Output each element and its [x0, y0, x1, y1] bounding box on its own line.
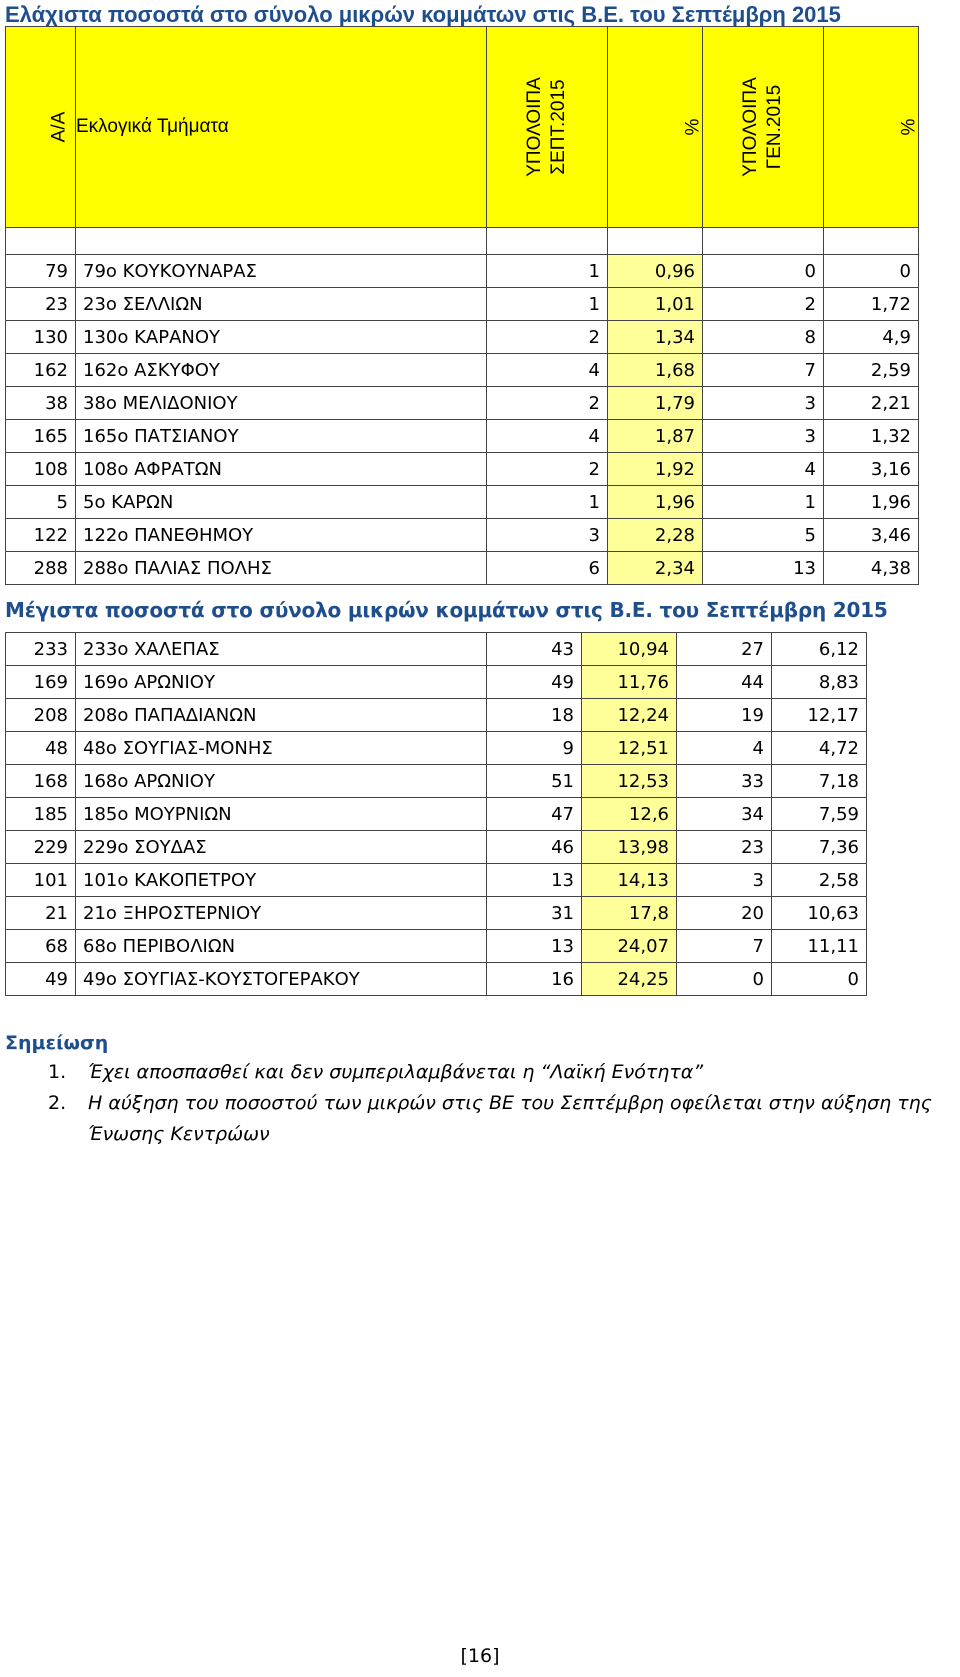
cell-pct-sep: 12,6 — [582, 798, 677, 831]
cell-pct-sep: 10,94 — [582, 633, 677, 666]
cell-district: 165ο ΠΑΤΣΙΑΝΟΥ — [76, 420, 487, 453]
cell-pct-sep: 24,07 — [582, 930, 677, 963]
cell-pct-sep: 24,25 — [582, 963, 677, 996]
cell-rest-jan: 1 — [703, 486, 824, 519]
cell-rest-sep: 2 — [487, 387, 608, 420]
header-pct-sep: % — [608, 27, 703, 228]
cell-pct-jan: 6,12 — [772, 633, 867, 666]
table-row — [6, 798, 867, 831]
cell-rest-jan: 0 — [703, 255, 824, 288]
cell-rest-sep: 18 — [487, 699, 582, 732]
cell-rest-sep: 49 — [487, 666, 582, 699]
table-row — [6, 453, 919, 486]
table-row — [6, 699, 867, 732]
cell-aa: 233 — [6, 633, 76, 666]
cell-pct-jan: 4,72 — [772, 732, 867, 765]
cell-pct-sep: 14,13 — [582, 864, 677, 897]
cell-rest-sep: 1 — [487, 255, 608, 288]
cell-rest-sep: 6 — [487, 552, 608, 585]
cell-pct-jan: 2,58 — [772, 864, 867, 897]
header-rest-jan: ΥΠΟΛΟΙΠΑ ΓΕΝ.2015 — [703, 27, 824, 228]
cell-rest-sep: 3 — [487, 519, 608, 552]
cell-rest-sep: 2 — [487, 453, 608, 486]
cell-aa: 108 — [6, 453, 76, 486]
cell-aa: 21 — [6, 897, 76, 930]
cell-pct-jan: 7,18 — [772, 765, 867, 798]
cell-pct-sep: 13,98 — [582, 831, 677, 864]
cell-rest-jan: 4 — [703, 453, 824, 486]
cell-pct-jan: 11,11 — [772, 930, 867, 963]
cell-district: 122ο ΠΑΝΕΘΗΜΟΥ — [76, 519, 487, 552]
table-row — [6, 255, 919, 288]
header-pct-jan: % — [824, 27, 919, 228]
min-table-body — [6, 255, 919, 585]
cell-rest-sep: 9 — [487, 732, 582, 765]
cell-rest-jan: 3 — [703, 420, 824, 453]
table-row — [6, 897, 867, 930]
cell-district: 108ο ΑΦΡΑΤΩΝ — [76, 453, 487, 486]
cell-rest-jan: 3 — [703, 387, 824, 420]
table-row — [6, 420, 919, 453]
cell-pct-sep: 12,53 — [582, 765, 677, 798]
cell-district: 208ο ΠΑΠΑΔΙΑΝΩΝ — [76, 699, 487, 732]
table-row — [6, 831, 867, 864]
cell-rest-jan: 19 — [677, 699, 772, 732]
table-row — [6, 387, 919, 420]
cell-rest-jan: 34 — [677, 798, 772, 831]
cell-aa: 169 — [6, 666, 76, 699]
note-text: Έχει αποσπασθεί και δεν συμπεριλαμβάνεται η “Λαϊκή Ενότητα” — [88, 1061, 704, 1083]
cell-district: 49ο ΣΟΥΓΙΑΣ-ΚΟΥΣΤΟΓΕΡΑΚΟΥ — [76, 963, 487, 996]
cell-district: 5ο ΚΑΡΩΝ — [76, 486, 487, 519]
cell-pct-jan: 10,63 — [772, 897, 867, 930]
max-table-body — [6, 633, 867, 996]
cell-pct-jan: 8,83 — [772, 666, 867, 699]
table-row — [6, 354, 919, 387]
cell-aa: 23 — [6, 288, 76, 321]
table-row — [6, 633, 867, 666]
cell-pct-sep: 1,87 — [608, 420, 703, 453]
cell-rest-jan: 5 — [703, 519, 824, 552]
cell-rest-sep: 2 — [487, 321, 608, 354]
cell-pct-sep: 1,79 — [608, 387, 703, 420]
cell-district: 101ο ΚΑΚΟΠΕΤΡΟΥ — [76, 864, 487, 897]
cell-pct-jan: 1,32 — [824, 420, 919, 453]
header-spacer — [6, 228, 919, 255]
header-aa: Α/Α — [6, 27, 76, 228]
cell-pct-sep: 1,68 — [608, 354, 703, 387]
cell-aa: 130 — [6, 321, 76, 354]
cell-district: 79ο ΚΟΥΚΟΥΝΑΡΑΣ — [76, 255, 487, 288]
cell-pct-sep: 11,76 — [582, 666, 677, 699]
note-number: 2. — [48, 1092, 67, 1114]
cell-rest-sep: 13 — [487, 930, 582, 963]
cell-pct-sep: 0,96 — [608, 255, 703, 288]
cell-rest-jan: 20 — [677, 897, 772, 930]
cell-aa: 49 — [6, 963, 76, 996]
cell-rest-jan: 7 — [677, 930, 772, 963]
cell-district: 185ο ΜΟΥΡΝΙΩΝ — [76, 798, 487, 831]
cell-pct-sep: 1,96 — [608, 486, 703, 519]
cell-pct-jan: 7,59 — [772, 798, 867, 831]
cell-rest-jan: 27 — [677, 633, 772, 666]
cell-pct-sep: 12,51 — [582, 732, 677, 765]
cell-district: 21ο ΞΗΡΟΣΤΕΡΝΙΟΥ — [76, 897, 487, 930]
title-max-percentages: Μέγιστα ποσοστά στο σύνολο μικρών κομμάτων στις Β.Ε. του Σεπτέμβρη 2015 — [5, 598, 888, 622]
note-number: 1. — [48, 1061, 67, 1083]
cell-district: 288ο ΠΑΛΙΑΣ ΠΟΛΗΣ — [76, 552, 487, 585]
header-districts: Εκλογικά Τμήματα — [76, 27, 487, 228]
cell-district: 229ο ΣΟΥΔΑΣ — [76, 831, 487, 864]
cell-rest-jan: 8 — [703, 321, 824, 354]
cell-aa: 101 — [6, 864, 76, 897]
cell-district: 23ο ΣΕΛΛΙΩΝ — [76, 288, 487, 321]
cell-rest-sep: 4 — [487, 420, 608, 453]
cell-rest-sep: 43 — [487, 633, 582, 666]
table-row — [6, 666, 867, 699]
cell-rest-sep: 4 — [487, 354, 608, 387]
cell-rest-jan: 13 — [703, 552, 824, 585]
table-row — [6, 288, 919, 321]
min-percentages-table — [5, 26, 919, 585]
cell-aa: 38 — [6, 387, 76, 420]
cell-rest-jan: 44 — [677, 666, 772, 699]
cell-aa: 68 — [6, 930, 76, 963]
cell-aa: 168 — [6, 765, 76, 798]
cell-rest-sep: 16 — [487, 963, 582, 996]
note-text: Η αύξηση του ποσοστού των μικρών στις ΒΕ του Σεπτέμβρη οφείλεται στην αύξηση της Ένωσης Κεντρώων — [88, 1092, 932, 1145]
cell-pct-sep: 17,8 — [582, 897, 677, 930]
cell-pct-jan: 2,59 — [824, 354, 919, 387]
cell-rest-jan: 7 — [703, 354, 824, 387]
cell-pct-sep: 1,01 — [608, 288, 703, 321]
table-row — [6, 864, 867, 897]
cell-pct-jan: 12,17 — [772, 699, 867, 732]
table-header-row — [6, 27, 919, 228]
cell-aa: 165 — [6, 420, 76, 453]
cell-rest-jan: 0 — [677, 963, 772, 996]
title-min-percentages: Ελάχιστα ποσοστά στο σύνολο μικρών κομμάτων στις Β.Ε. του Σεπτέμβρη 2015 — [5, 2, 841, 27]
cell-district: 162ο ΑΣΚΥΦΟΥ — [76, 354, 487, 387]
cell-pct-jan: 0 — [824, 255, 919, 288]
cell-district: 68ο ΠΕΡΙΒΟΛΙΩΝ — [76, 930, 487, 963]
cell-aa: 229 — [6, 831, 76, 864]
cell-district: 169ο ΑΡΩΝΙΟΥ — [76, 666, 487, 699]
note-item-1 — [48, 1057, 958, 1088]
header-rest-sep: ΥΠΟΛΟΙΠΑ ΣΕΠΤ.2015 — [487, 27, 608, 228]
notes-heading: Σημείωση — [5, 1032, 109, 1054]
cell-pct-jan: 3,46 — [824, 519, 919, 552]
cell-aa: 48 — [6, 732, 76, 765]
cell-rest-sep: 1 — [487, 288, 608, 321]
cell-rest-jan: 4 — [677, 732, 772, 765]
cell-aa: 208 — [6, 699, 76, 732]
cell-district: 168ο ΑΡΩΝΙΟΥ — [76, 765, 487, 798]
cell-pct-sep: 2,34 — [608, 552, 703, 585]
cell-district: 233ο ΧΑΛΕΠΑΣ — [76, 633, 487, 666]
table-row — [6, 765, 867, 798]
cell-pct-sep: 12,24 — [582, 699, 677, 732]
cell-rest-sep: 46 — [487, 831, 582, 864]
cell-rest-sep: 31 — [487, 897, 582, 930]
cell-rest-sep: 51 — [487, 765, 582, 798]
cell-aa: 185 — [6, 798, 76, 831]
cell-district: 130ο ΚΑΡΑΝΟΥ — [76, 321, 487, 354]
cell-pct-jan: 0 — [772, 963, 867, 996]
cell-pct-jan: 2,21 — [824, 387, 919, 420]
table-row — [6, 486, 919, 519]
cell-rest-sep: 13 — [487, 864, 582, 897]
cell-rest-jan: 23 — [677, 831, 772, 864]
cell-aa: 5 — [6, 486, 76, 519]
table-row — [6, 519, 919, 552]
cell-aa: 288 — [6, 552, 76, 585]
cell-pct-jan: 1,96 — [824, 486, 919, 519]
cell-district: 38ο ΜΕΛΙΔΟΝΙΟΥ — [76, 387, 487, 420]
note-item-2 — [48, 1088, 958, 1150]
cell-aa: 79 — [6, 255, 76, 288]
table-row — [6, 552, 919, 585]
table-row — [6, 732, 867, 765]
table-row — [6, 321, 919, 354]
cell-rest-jan: 2 — [703, 288, 824, 321]
cell-pct-sep: 1,34 — [608, 321, 703, 354]
cell-aa: 162 — [6, 354, 76, 387]
cell-rest-jan: 3 — [677, 864, 772, 897]
cell-pct-jan: 1,72 — [824, 288, 919, 321]
cell-rest-sep: 1 — [487, 486, 608, 519]
cell-pct-sep: 2,28 — [608, 519, 703, 552]
page-number: [16] — [460, 1645, 500, 1667]
table-row — [6, 963, 867, 996]
table-row — [6, 930, 867, 963]
cell-pct-jan: 3,16 — [824, 453, 919, 486]
cell-rest-sep: 47 — [487, 798, 582, 831]
cell-aa: 122 — [6, 519, 76, 552]
cell-pct-jan: 7,36 — [772, 831, 867, 864]
cell-pct-jan: 4,9 — [824, 321, 919, 354]
cell-pct-sep: 1,92 — [608, 453, 703, 486]
cell-rest-jan: 33 — [677, 765, 772, 798]
cell-district: 48ο ΣΟΥΓΙΑΣ-ΜΟΝΗΣ — [76, 732, 487, 765]
max-percentages-table — [5, 632, 867, 996]
cell-pct-jan: 4,38 — [824, 552, 919, 585]
